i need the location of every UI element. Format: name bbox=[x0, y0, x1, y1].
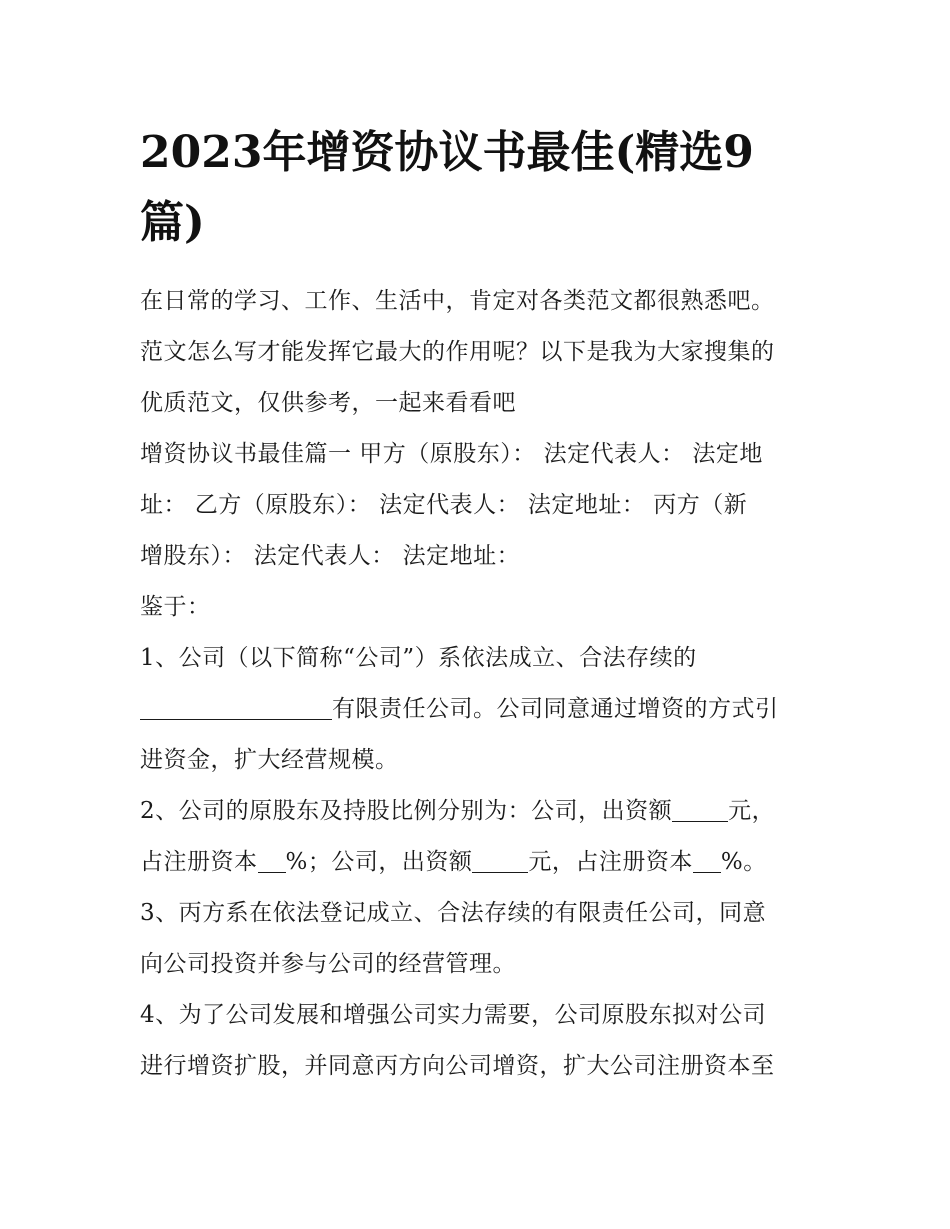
clause-2-line-2 bbox=[140, 837, 820, 888]
intro-line-1: 在日常的学习、工作、生活中，肯定对各类范文都很熟悉吧。 bbox=[140, 288, 775, 314]
intro-line-3: 优质范文，仅供参考，一起来看看吧 bbox=[140, 390, 516, 416]
clause-2-text-d: %；公司，出资额 bbox=[285, 849, 473, 875]
clause-4-line-1: 4、为了公司发展和增强公司实力需要，公司原股东拟对公司 bbox=[140, 1002, 767, 1028]
clause-1 bbox=[140, 633, 820, 786]
clause-2-text-e: 元，占注册资本 bbox=[528, 849, 693, 875]
parties-paragraph bbox=[140, 429, 820, 582]
parties-line-2: 址： 乙方（原股东）： 法定代表人： 法定地址： 丙方（新 bbox=[140, 492, 748, 518]
clause-2-line-1 bbox=[140, 786, 820, 837]
clause-1-line-3: 进资金，扩大经营规模。 bbox=[140, 747, 399, 773]
title-line-1: 2023年增资协议书最佳(精选9 bbox=[140, 127, 754, 178]
title-line-2: 篇) bbox=[140, 197, 205, 248]
clause-3 bbox=[140, 888, 820, 990]
whereas-text: 鉴于： bbox=[140, 594, 211, 620]
clause-4 bbox=[140, 990, 820, 1092]
intro-paragraph bbox=[140, 276, 820, 429]
whereas-heading bbox=[140, 582, 820, 633]
clause-1-line-2-text: 有限责任公司。公司同意通过增资的方式引 bbox=[332, 696, 779, 722]
clause-3-line-2: 向公司投资并参与公司的经营管理。 bbox=[140, 951, 516, 977]
clause-2 bbox=[140, 786, 820, 888]
clause-2-text-f: %。 bbox=[720, 849, 767, 875]
percent-blank-1 bbox=[258, 849, 286, 873]
clause-2-text-a: 2、公司的原股东及持股比例分别为：公司，出资额 bbox=[140, 798, 673, 824]
clause-1-line-2 bbox=[140, 684, 820, 735]
parties-line-3: 增股东）： 法定代表人： 法定地址： bbox=[140, 543, 521, 569]
parties-line-1: 增资协议书最佳篇一 甲方（原股东）： 法定代表人： 法定地 bbox=[140, 441, 763, 467]
capital-amount-blank-2 bbox=[472, 849, 528, 873]
document-page bbox=[140, 118, 820, 1092]
clause-2-text-c: 占注册资本 bbox=[140, 849, 258, 875]
clause-4-line-2: 进行增资扩股，并同意丙方向公司增资，扩大公司注册资本至 bbox=[140, 1053, 775, 1079]
clause-3-line-1: 3、丙方系在依法登记成立、合法存续的有限责任公司，同意 bbox=[140, 900, 767, 926]
clause-2-text-b: 元， bbox=[728, 798, 776, 824]
company-name-blank bbox=[140, 696, 332, 720]
capital-amount-blank-1 bbox=[672, 798, 728, 822]
intro-line-2: 范文怎么写才能发挥它最大的作用呢？以下是我为大家搜集的 bbox=[140, 339, 775, 365]
clause-1-line-1: 1、公司（以下简称“公司”）系依法成立、合法存续的 bbox=[140, 645, 697, 671]
percent-blank-2 bbox=[693, 849, 721, 873]
document-title bbox=[140, 118, 820, 258]
